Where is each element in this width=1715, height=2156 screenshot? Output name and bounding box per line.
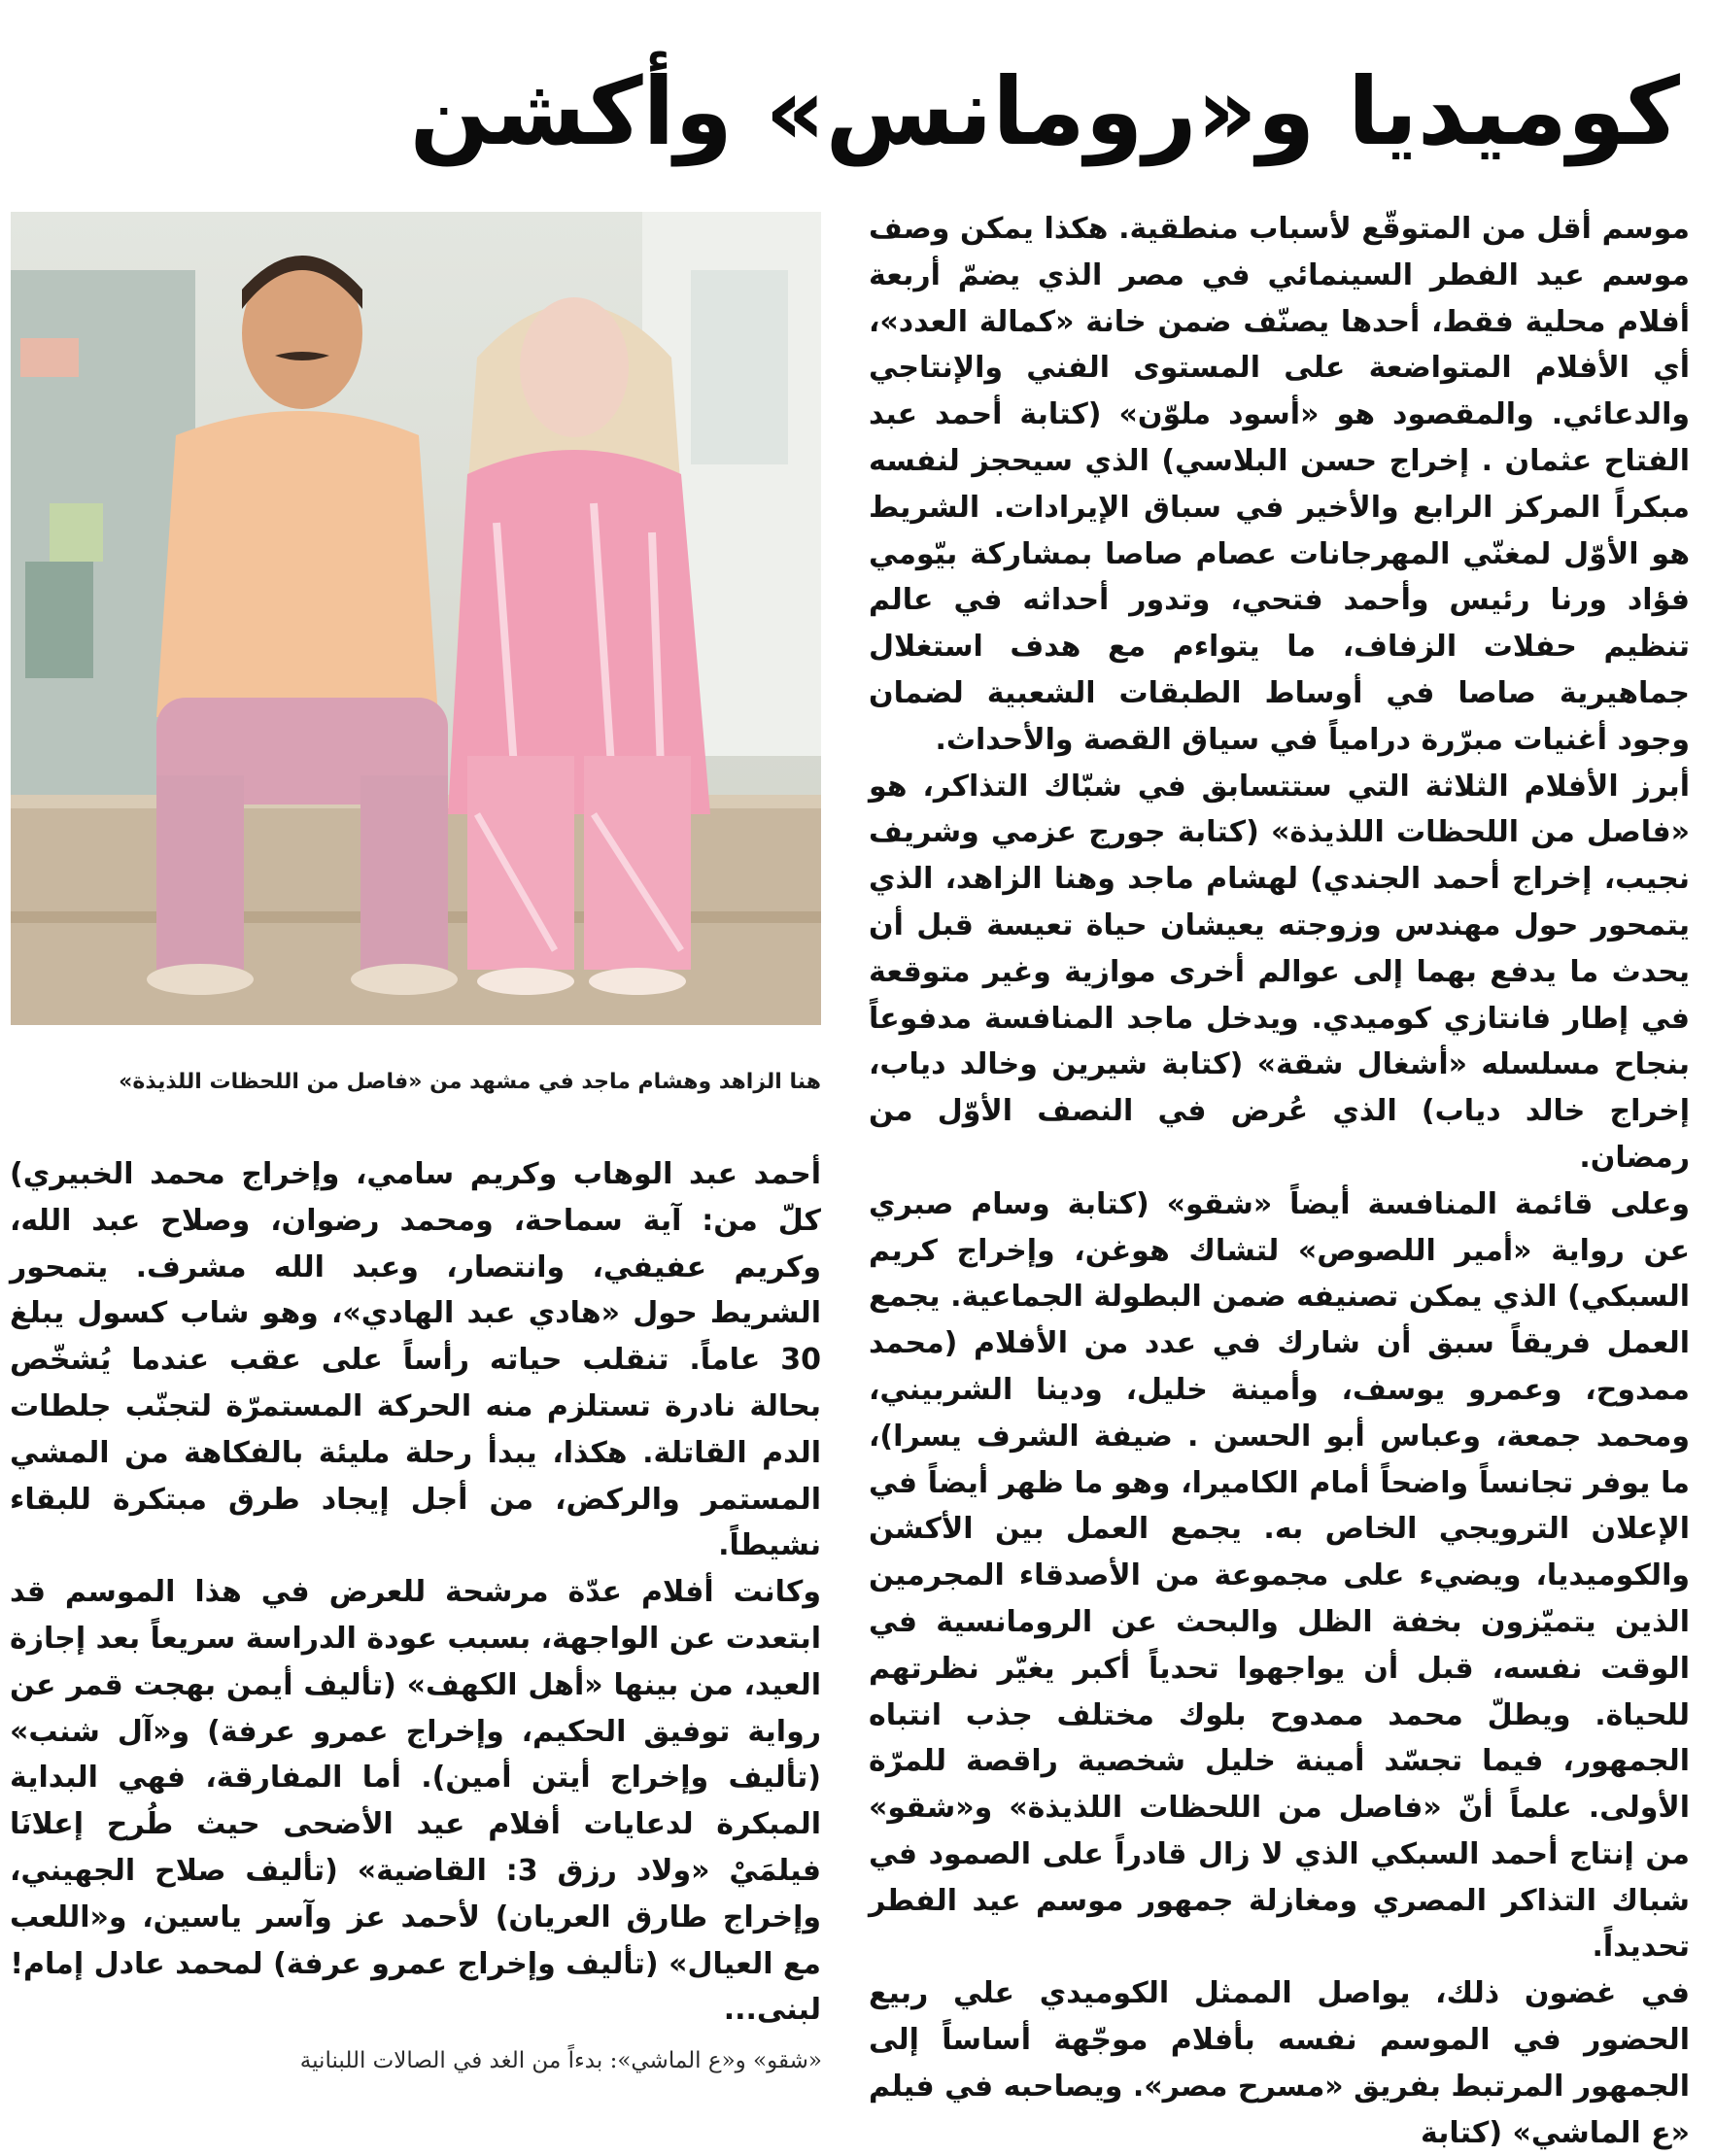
paragraph: وكانت أفلام عدّة مرشحة للعرض في هذا الموسم قد ابتعدت عن الواجهة، بسبب عودة الدراسة سريعاً بعد إجازة العيد، من بينها «أهل الكهف» (تأليف أيمن بهجت قمر عن رواية توفيق الحكيم، وإخراج عمرو عرفة) و«آل شنب» (تأليف وإخراج أيتن أمين). أما المفارقة، فهي البداية المبكرة لدعايات أفلام عيد الأضحى حيث طُرح إعلانَا فيلمَيْ «ولاد رزق 3: القاضية» (تأليف صلاح الجهيني، وإخراج طارق العريان) لأحمد عز وآسر ياسين، و«اللعب مع العيال» (تأليف وإخراج عمرو عرفة) لمحمد عادل إمام! [10,1575,821,1981]
paragraph: أحمد عبد الوهاب وكريم سامي، وإخراج محمد الخبيري) كلّ من: آية سماحة، ومحمد رضوان، وصلاح عبد الله، وكريم عفيفي، وانتصار، وعبد الله مشرف. يتمحور الشريط حول «هادي عبد الهادي»، وهو شاب كسول يبلغ 30 عاماً. تنقلب حياته رأساً على عقب عندما يُشخّص بحالة نادرة تستلزم منه الحركة المستمرّة لتجنّب جلطات الدم القاتلة. هكذا، يبدأ رحلة مليئة بالفكاهة من المشي المستمر والركض، من أجل إيجاد طرق مبتكرة للبقاء نشيطاً. [10,1157,821,1563]
article-column-left [10,1151,821,2028]
article-photo [11,212,821,1025]
author-signature: لبنى... [723,1993,821,2028]
photo-illustration [11,212,821,1025]
paragraph: وعلى قائمة المنافسة أيضاً «شقو» (كتابة وسام صبري عن رواية «أمير اللصوص» لتشاك هوغن، وإخراج كريم السبكي) الذي يمكن تصنيفه ضمن البطولة الجماعية. يجمع العمل فريقاً سبق أن شارك في عدد من الأفلام (محمد ممدوح، وعمرو يوسف، وأمينة خليل، ودينا الشربيني، ومحمد جمعة، وعباس أبو الحسن . ضيفة الشرف يسرا)، ما يوفر تجانساً واضحاً أمام الكاميرا، وهو ما ظهر أيضاً في الإعلان الترويجي الخاص به. يجمع العمل بين الأكشن والكوميديا، ويضيء على مجموعة من الأصدقاء المجرمين الذين يتميّزون بخفة الظل والبحث عن الرومانسية في الوقت نفسه، قبل أن يواجهوا تحدياً أكبر يغيّر نظرتهم للحياة. ويطلّ محمد ممدوح بلوك مختلف جذب انتباه الجمهور، فيما تجسّد أمينة خليل شخصية راقصة للمرّة الأولى. علماً أنّ «فاصل من اللحظات اللذيذة» و«شقو» من إنتاج أحمد السبكي الذي لا زال قادراً على الصمود في شباك التذاكر المصري ومغازلة جمهور موسم عيد الفطر تحديداً. [869,1186,1690,1965]
headline: كوميديا و«رومانس» وأكشن [409,57,1680,166]
paragraph: أبرز الأفلام الثلاثة التي ستتسابق في شبّاك التذاكر، هو «فاصل من اللحظات اللذيذة» (كتابة جورج عزمي وشريف نجيب، إخراج أحمد الجندي) لهشام ماجد وهنا الزاهد، الذي يتمحور حول مهندس وزوجته يعيشان حياة تعيسة قبل أن يحدث ما يدفع بهما إلى عوالم أخرى موازية وغير متوقعة في إطار فانتازي كوميدي. ويدخل ماجد المنافسة مدفوعاً بنجاح مسلسله «أشغال شقة» (كتابة شيرين وخالد دياب، إخراج خالد دياب) الذي عُرض في النصف الأوّل من رمضان. [869,769,1690,1175]
photo-caption: هنا الزاهد وهشام ماجد في مشهد من «فاصل من اللحظات اللذيذة» [119,1070,821,1094]
article-column-right [869,206,1690,2150]
paragraph: موسم أقل من المتوقّع لأسباب منطقية. هكذا يمكن وصف موسم عيد الفطر السينمائي في مصر الذي يضمّ أربعة أفلام محلية فقط، أحدها يصنّف ضمن خانة «كمالة العدد»، أي الأفلام المتواضعة على المستوى الفني والإنتاجي والدعائي. والمقصود هو «أسود ملوّن» (كتابة أحمد عبد الفتاح عثمان . إخراج حسن البلاسي) الذي سيحجز لنفسه مبكراً المركز الرابع والأخير في سباق الإيرادات. الشريط هو الأوّل لمغنّي المهرجانات عصام صاصا بمشاركة بيّومي فؤاد ورنا رئيس وأحمد فتحي، وتدور أحداثه في عالم تنظيم حفلات الزفاف، ما يتواءم مع هدف استغلال جماهيرية صاصا في أوساط الطبقات الشعبية لضمان وجود أغنيات مبرّرة درامياً في سياق القصة والأحداث. [869,212,1690,757]
footer-note: «شقو» و«ع الماشي»: بدءاً من الغد في الصالات اللبنانية [299,2048,822,2073]
paragraph: في غضون ذلك، يواصل الممثل الكوميدي علي ربيع الحضور في الموسم نفسه بأفلام موجّهة أساساً إلى الجمهور المرتبط بفريق «مسرح مصر». ويصاحبه في فيلم «ع الماشي» (كتابة [869,1976,1690,2150]
